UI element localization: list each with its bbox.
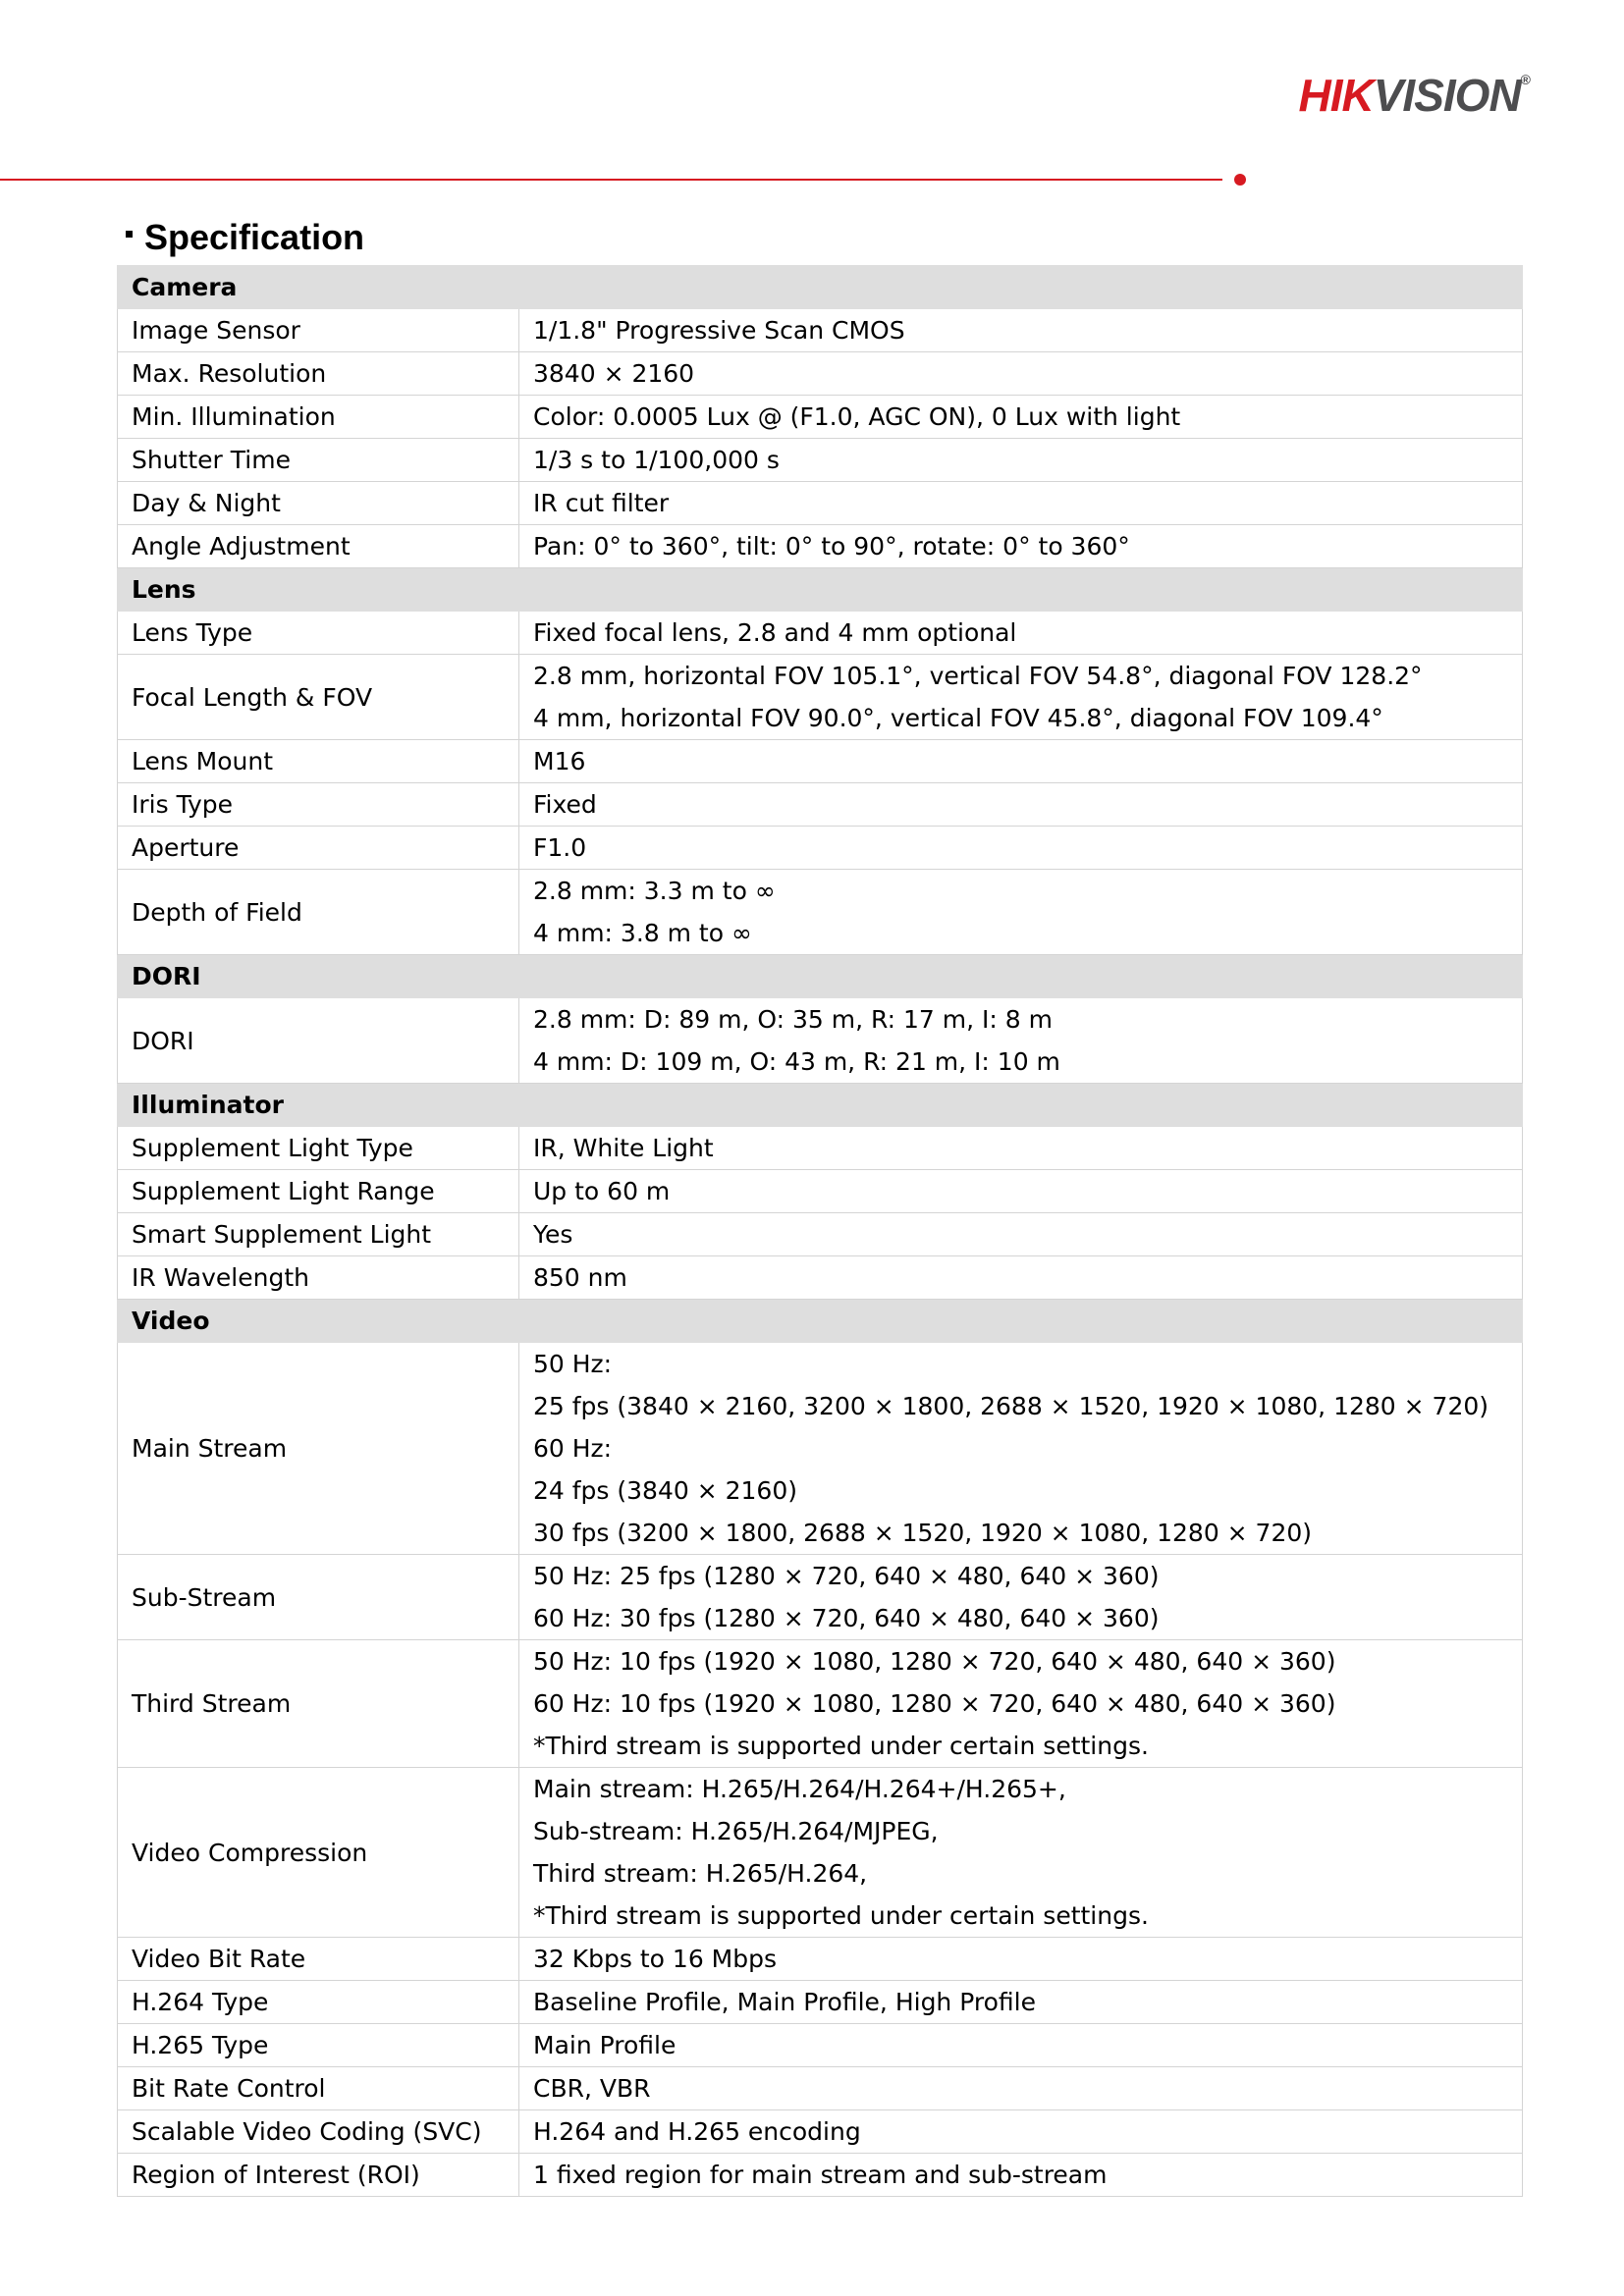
spec-value-line: H.264 and H.265 encoding (533, 2117, 861, 2146)
spec-value-line: 2.8 mm, horizontal FOV 105.1°, vertical FOV 54.8°, diagonal FOV 128.2° (533, 662, 1423, 690)
spec-value-line: Fixed (533, 790, 597, 819)
spec-label: H.265 Type (118, 2024, 519, 2067)
spec-label: Scalable Video Coding (SVC) (118, 2110, 519, 2154)
spec-value (519, 309, 1523, 352)
section-title: DORI (118, 955, 519, 998)
spec-value-line: IR, White Light (533, 1134, 714, 1162)
spec-label: Bit Rate Control (118, 2067, 519, 2110)
spec-value (519, 783, 1523, 827)
spec-value-line: 4 mm, horizontal FOV 90.0°, vertical FOV 45.8°, diagonal FOV 109.4° (533, 704, 1383, 732)
spec-value (519, 352, 1523, 396)
spec-row (118, 2024, 1523, 2067)
spec-value-line: F1.0 (533, 833, 587, 862)
spec-value (519, 1170, 1523, 1213)
spec-value-line: 3840 × 2160 (533, 359, 695, 388)
spec-value-line: 1 fixed region for main stream and sub-stream (533, 2161, 1108, 2189)
spec-value (519, 870, 1523, 955)
spec-row (118, 396, 1523, 439)
spec-label: Lens Mount (118, 740, 519, 783)
section-header-filler (519, 568, 1523, 612)
spec-label: Region of Interest (ROI) (118, 2154, 519, 2197)
spec-row (118, 1640, 1523, 1768)
spec-label: Max. Resolution (118, 352, 519, 396)
spec-row (118, 2110, 1523, 2154)
page-title (126, 217, 365, 257)
section-header-filler (519, 1084, 1523, 1127)
spec-value (519, 1981, 1523, 2024)
spec-value (519, 827, 1523, 870)
spec-value-line: 4 mm: D: 109 m, O: 43 m, R: 21 m, I: 10 m (533, 1047, 1060, 1076)
specification-table (117, 265, 1523, 2197)
spec-value (519, 612, 1523, 655)
spec-label: Smart Supplement Light (118, 1213, 519, 1256)
spec-value-line: Pan: 0° to 360°, tilt: 0° to 90°, rotate: 0° to 360° (533, 532, 1130, 561)
spec-value-line: Baseline Profile, Main Profile, High Profile (533, 1988, 1036, 2016)
spec-value-line: 25 fps (3840 × 2160, 3200 × 1800, 2688 × 1520, 1920 × 1080, 1280 × 720) (533, 1392, 1489, 1420)
spec-value-line: M16 (533, 747, 586, 775)
spec-row (118, 1555, 1523, 1640)
spec-label: Day & Night (118, 482, 519, 525)
spec-label: Iris Type (118, 783, 519, 827)
section-header-filler (519, 1300, 1523, 1343)
spec-label: H.264 Type (118, 1981, 519, 2024)
spec-value-line: 30 fps (3200 × 1800, 2688 × 1520, 1920 × 1080, 1280 × 720) (533, 1519, 1313, 1547)
spec-value-line: 1/3 s to 1/100,000 s (533, 446, 780, 474)
spec-value (519, 655, 1523, 740)
section-title: Illuminator (118, 1084, 519, 1127)
spec-label: IR Wavelength (118, 1256, 519, 1300)
header-divider-line (0, 179, 1222, 181)
spec-label: Focal Length & FOV (118, 655, 519, 740)
spec-row (118, 612, 1523, 655)
spec-label: Depth of Field (118, 870, 519, 955)
section-header-filler (519, 266, 1523, 309)
section-header-row (118, 266, 1523, 309)
spec-value (519, 439, 1523, 482)
spec-value (519, 1213, 1523, 1256)
spec-value-line: 50 Hz: (533, 1350, 613, 1378)
spec-label: Image Sensor (118, 309, 519, 352)
spec-label: Shutter Time (118, 439, 519, 482)
spec-value (519, 525, 1523, 568)
spec-value-line: 32 Kbps to 16 Mbps (533, 1945, 777, 1973)
spec-row (118, 1213, 1523, 1256)
page-title-text: Specification (144, 217, 365, 257)
spec-label: Video Bit Rate (118, 1938, 519, 1981)
spec-label: Sub-Stream (118, 1555, 519, 1640)
spec-value (519, 1768, 1523, 1938)
spec-row (118, 1170, 1523, 1213)
spec-row (118, 2067, 1523, 2110)
spec-row (118, 783, 1523, 827)
spec-value (519, 740, 1523, 783)
section-title: Video (118, 1300, 519, 1343)
spec-row (118, 1768, 1523, 1938)
spec-row (118, 439, 1523, 482)
hikvision-logo (1298, 70, 1531, 121)
spec-value (519, 1938, 1523, 1981)
section-header-filler (519, 955, 1523, 998)
spec-label: Aperture (118, 827, 519, 870)
spec-value-line: 2.8 mm: 3.3 m to ∞ (533, 877, 776, 905)
spec-value-line: 50 Hz: 25 fps (1280 × 720, 640 × 480, 640 × 360) (533, 1562, 1160, 1590)
spec-value-line: Color: 0.0005 Lux @ (F1.0, AGC ON), 0 Lux with light (533, 402, 1181, 431)
spec-row (118, 870, 1523, 955)
spec-value-line: Main Profile (533, 2031, 677, 2059)
spec-value-line: Up to 60 m (533, 1177, 671, 1205)
spec-value (519, 1640, 1523, 1768)
spec-value-line: CBR, VBR (533, 2074, 651, 2103)
spec-label: Third Stream (118, 1640, 519, 1768)
spec-value-line: 2.8 mm: D: 89 m, O: 35 m, R: 17 m, I: 8 m (533, 1005, 1053, 1034)
spec-value (519, 1256, 1523, 1300)
spec-row (118, 1938, 1523, 1981)
section-title: Camera (118, 266, 519, 309)
spec-value (519, 998, 1523, 1084)
spec-value (519, 2110, 1523, 2154)
spec-row (118, 2154, 1523, 2197)
spec-value-line: *Third stream is supported under certain settings. (533, 1901, 1149, 1930)
spec-label: DORI (118, 998, 519, 1084)
spec-value (519, 2067, 1523, 2110)
spec-value-line: Main stream: H.265/H.264/H.264+/H.265+, (533, 1775, 1066, 1803)
spec-value-line: 50 Hz: 10 fps (1920 × 1080, 1280 × 720, 640 × 480, 640 × 360) (533, 1647, 1336, 1676)
logo-part-hik: HIK (1298, 70, 1374, 121)
spec-row (118, 352, 1523, 396)
spec-row (118, 1343, 1523, 1555)
spec-label: Supplement Light Range (118, 1170, 519, 1213)
spec-value (519, 1127, 1523, 1170)
spec-value (519, 482, 1523, 525)
section-title: Lens (118, 568, 519, 612)
spec-value (519, 1343, 1523, 1555)
spec-value-line: 4 mm: 3.8 m to ∞ (533, 919, 752, 947)
spec-label: Angle Adjustment (118, 525, 519, 568)
spec-value (519, 2154, 1523, 2197)
spec-row (118, 1256, 1523, 1300)
spec-value-line: Sub-stream: H.265/H.264/MJPEG, (533, 1817, 939, 1845)
spec-label: Video Compression (118, 1768, 519, 1938)
spec-value-line: IR cut filter (533, 489, 670, 517)
spec-value-line: 850 nm (533, 1263, 627, 1292)
spec-value (519, 1555, 1523, 1640)
spec-label: Main Stream (118, 1343, 519, 1555)
spec-value (519, 396, 1523, 439)
spec-label: Supplement Light Type (118, 1127, 519, 1170)
spec-value-line: 60 Hz: 30 fps (1280 × 720, 640 × 480, 640 × 360) (533, 1604, 1160, 1632)
spec-row (118, 1127, 1523, 1170)
spec-value-line: Fixed focal lens, 2.8 and 4 mm optional (533, 618, 1017, 647)
spec-row (118, 309, 1523, 352)
spec-row (118, 740, 1523, 783)
logo-part-vision: VISION (1373, 70, 1521, 121)
spec-row (118, 482, 1523, 525)
spec-row (118, 998, 1523, 1084)
spec-value (519, 2024, 1523, 2067)
section-header-row (118, 1300, 1523, 1343)
spec-label: Lens Type (118, 612, 519, 655)
spec-row (118, 525, 1523, 568)
spec-value-line: Yes (533, 1220, 573, 1249)
spec-value-line: 1/1.8" Progressive Scan CMOS (533, 316, 905, 345)
header-divider-dot (1234, 174, 1246, 186)
spec-row (118, 827, 1523, 870)
spec-value-line: *Third stream is supported under certain settings. (533, 1732, 1149, 1760)
spec-row (118, 1981, 1523, 2024)
logo-registered-mark: ® (1520, 72, 1530, 87)
spec-value-line: 24 fps (3840 × 2160) (533, 1476, 797, 1505)
spec-value-line: 60 Hz: 10 fps (1920 × 1080, 1280 × 720, 640 × 480, 640 × 360) (533, 1689, 1336, 1718)
section-header-row (118, 955, 1523, 998)
section-header-row (118, 568, 1523, 612)
spec-row (118, 655, 1523, 740)
spec-value-line: 60 Hz: (533, 1434, 613, 1463)
spec-label: Min. Illumination (118, 396, 519, 439)
section-header-row (118, 1084, 1523, 1127)
spec-value-line: Third stream: H.265/H.264, (533, 1859, 868, 1888)
title-bullet-icon (126, 231, 133, 238)
